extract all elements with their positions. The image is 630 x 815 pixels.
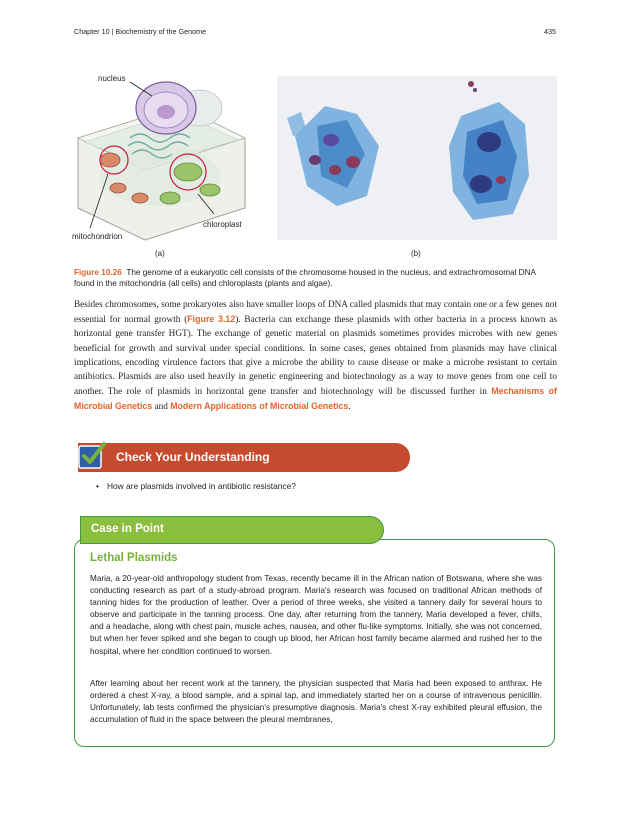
link-figure-3-12[interactable]: Figure 3.12 bbox=[187, 314, 236, 325]
checkbox-check-icon bbox=[76, 440, 108, 472]
body-text-segment: . bbox=[348, 402, 351, 413]
plant-cell-illustration bbox=[70, 68, 260, 244]
label-mitochondrion: mitochondrion bbox=[72, 232, 123, 241]
question-item: How are plasmids involved in antibiotic resistance? bbox=[106, 481, 296, 491]
subfigure-a-label: (a) bbox=[155, 249, 165, 258]
bullet: • bbox=[96, 481, 99, 491]
body-text-segment: and bbox=[152, 402, 171, 413]
case-in-point-tab bbox=[80, 516, 384, 544]
plant-cell-icon bbox=[70, 68, 260, 244]
figure-10-26 bbox=[70, 68, 560, 264]
check-understanding-title: Check Your Understanding bbox=[116, 450, 270, 464]
case-heading: Lethal Plasmids bbox=[90, 552, 178, 564]
link-mechanisms-microbial-genetics[interactable]: Mechanisms of Microbial Genetics bbox=[74, 386, 557, 412]
micrograph-image bbox=[277, 76, 557, 240]
case-paragraph-2: After learning about her recent work at the tannery, the physician suspected that Maria had been exposed to anthrax. He ordered a chest X-ray, a blood sample, and a spinal tap, and immediately started her on a course of intravenous penicillin. Unfortunately, lab tests confirmed the physician's presumptive diagnosis. Maria's chest X-ray exhibited pleural effusion, the accumulation of fluid in the space between the pleural membranes, bbox=[90, 679, 542, 725]
case-paragraph-1: Maria, a 20-year-old anthropology student from Texas, recently became ill in the African nation of Botswana, where she was conducting research as part of a study-abroad program. Maria's research was focused on traditional African methods of tanning hides for the production of leather. Over a period of three weeks, she visited a tannery daily for several hours to observe and participate in the tanning process. One day, after returning from the tannery, Maria developed a fever, chills, and a headache, along with chest pain, muscle aches, nausea, and other flu-like symptoms. Initially, she was not concerned, but when her fever spiked and she began to cough up blood, her African host family became alarmed and rushed her to the hospital, where her condition continued to worsen. bbox=[90, 574, 542, 656]
label-chloroplast: chloroplast bbox=[203, 220, 242, 229]
figure-caption bbox=[74, 268, 544, 290]
micrograph-stained-cells bbox=[277, 76, 557, 240]
check-understanding-banner bbox=[78, 443, 410, 472]
page-number: 435 bbox=[544, 27, 556, 36]
label-nucleus: nucleus bbox=[98, 74, 126, 83]
body-paragraph bbox=[74, 298, 557, 415]
running-head bbox=[74, 27, 556, 37]
chapter-title: Chapter 10 | Biochemistry of the Genome bbox=[74, 27, 207, 36]
figure-number: Figure 10.26 bbox=[74, 268, 122, 277]
case-in-point-label: Case in Point bbox=[91, 523, 164, 535]
check-understanding-list bbox=[96, 481, 296, 491]
body-text-segment: Besides chromosomes, some prokaryotes also have smaller loops of DNA called plasmids that may contain one or a few genes not essential for normal growth ( bbox=[74, 300, 557, 326]
subfigure-b-label: (b) bbox=[411, 249, 421, 258]
body-text-segment: ). Bacteria can exchange these plasmids with other bacteria in a process known as horizontal gene transfer HGT). The exchange of genetic material on plasmids sometimes provides microbes with new genes beneficial for growth and survival under special conditions. In some cases, genes obtained from plasmids may have clinical implications, encoding virulence factors that give a microbe the ability to cause disease or make a microbe resistant to certain antibiotics. Plasmids are also used heavily in genetic engineering and biotechnology as a way to move genes from one cell to another. The role of plasmids in horizontal gene transfer and biotechnology will be discussed further in bbox=[74, 315, 558, 398]
caption-text: The genome of a eukaryotic cell consists of the chromosome housed in the nucleus, and extrachromosomal DNA found in the mitochondria (all cells) and chloroplasts (plants and algae). bbox=[74, 268, 536, 288]
link-modern-applications-microbial-genetics[interactable]: Modern Applications of Microbial Genetics bbox=[170, 401, 349, 412]
